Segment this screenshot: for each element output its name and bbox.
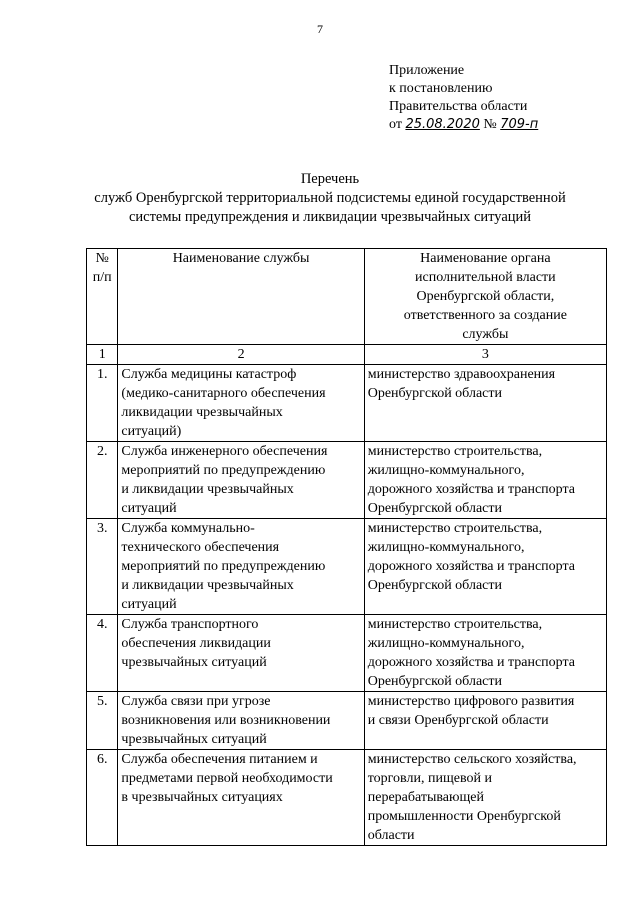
column-number-row bbox=[87, 345, 607, 365]
service-name-line: возникновения или возникновении bbox=[121, 713, 331, 728]
row-number: 3. bbox=[87, 519, 118, 615]
header-num-cell bbox=[87, 249, 118, 345]
responsible-organ-line: жилищно-коммунального, bbox=[367, 636, 525, 651]
header-num-line: п/п bbox=[92, 270, 112, 285]
service-name-cell bbox=[118, 750, 364, 846]
service-name-line: Служба обеспечения питанием и bbox=[121, 752, 318, 767]
header-organ-cell bbox=[364, 249, 606, 345]
service-name-line: обеспечения ликвидации bbox=[121, 636, 271, 651]
service-name-cell bbox=[118, 365, 364, 442]
header-service-cell: Наименование службы bbox=[118, 249, 364, 345]
appendix-date-line bbox=[389, 116, 538, 134]
service-name-line: и ликвидации чрезвычайных bbox=[121, 482, 294, 497]
header-organ-line: Оренбургской области, bbox=[416, 289, 555, 304]
service-name-line: Служба транспортного bbox=[121, 617, 259, 632]
responsible-organ-line: дорожного хозяйства и транспорта bbox=[367, 655, 575, 670]
service-name-line: чрезвычайных ситуаций bbox=[121, 655, 267, 670]
responsible-organ-line: области bbox=[367, 828, 415, 843]
table-row bbox=[87, 519, 607, 615]
responsible-organ-line: дорожного хозяйства и транспорта bbox=[367, 482, 575, 497]
responsible-organ-line: министерство строительства, bbox=[367, 521, 543, 536]
responsible-organ-line: министерство здравоохранения bbox=[367, 367, 556, 382]
row-number: 4. bbox=[87, 615, 118, 692]
table-row bbox=[87, 365, 607, 442]
responsible-organ-line: министерство строительства, bbox=[367, 444, 543, 459]
responsible-organ-cell bbox=[364, 365, 606, 442]
service-name-line: ликвидации чрезвычайных bbox=[121, 405, 283, 420]
service-name-cell bbox=[118, 692, 364, 750]
responsible-organ-line: Оренбургской области bbox=[367, 674, 502, 689]
column-number: 2 bbox=[118, 345, 364, 365]
header-organ-line: Наименование органа bbox=[420, 251, 551, 266]
responsible-organ-cell bbox=[364, 442, 606, 519]
row-number: 2. bbox=[87, 442, 118, 519]
responsible-organ-line: и связи Оренбургской области bbox=[367, 713, 549, 728]
service-name-cell bbox=[118, 442, 364, 519]
responsible-organ-line: жилищно-коммунального, bbox=[367, 540, 525, 555]
responsible-organ-cell bbox=[364, 615, 606, 692]
title-line: Перечень bbox=[300, 171, 360, 187]
table-row bbox=[87, 615, 607, 692]
number-label: № bbox=[483, 117, 497, 132]
header-num-line: № bbox=[95, 251, 109, 266]
service-name-line: Служба медицины катастроф bbox=[121, 367, 297, 382]
service-name-line: мероприятий по предупреждению bbox=[121, 463, 326, 478]
responsible-organ-cell bbox=[364, 750, 606, 846]
service-name-line: и ликвидации чрезвычайных bbox=[121, 578, 294, 593]
table-row bbox=[87, 750, 607, 846]
responsible-organ-line: промышленности Оренбургской bbox=[367, 809, 561, 824]
appendix-block bbox=[389, 62, 538, 134]
table-row bbox=[87, 692, 607, 750]
services-table bbox=[86, 248, 607, 846]
row-number: 6. bbox=[87, 750, 118, 846]
appendix-line: к постановлению bbox=[389, 81, 493, 96]
service-name-line: Служба связи при угрозе bbox=[121, 694, 271, 709]
responsible-organ-line: министерство цифрового развития bbox=[367, 694, 575, 709]
responsible-organ-line: дорожного хозяйства и транспорта bbox=[367, 559, 575, 574]
responsible-organ-line: министерство строительства, bbox=[367, 617, 543, 632]
row-number: 5. bbox=[87, 692, 118, 750]
column-number: 3 bbox=[364, 345, 606, 365]
responsible-organ-line: министерство сельского хозяйства, bbox=[367, 752, 577, 767]
service-name-cell bbox=[118, 615, 364, 692]
service-name-line: в чрезвычайных ситуациях bbox=[121, 790, 283, 805]
decree-number: 709-п bbox=[500, 117, 539, 132]
column-number: 1 bbox=[87, 345, 118, 365]
from-label: от bbox=[389, 117, 402, 132]
service-name-line: (медико-санитарного обеспечения bbox=[121, 386, 326, 401]
service-name-line: предметами первой необходимости bbox=[121, 771, 333, 786]
header-organ-line: службы bbox=[462, 327, 509, 342]
responsible-organ-line: Оренбургской области bbox=[367, 501, 502, 516]
responsible-organ-line: жилищно-коммунального, bbox=[367, 463, 525, 478]
title-line: системы предупреждения и ликвидации чрезвычайных ситуаций bbox=[128, 209, 532, 225]
appendix-line: Приложение bbox=[389, 63, 465, 78]
service-name-line: технического обеспечения bbox=[121, 540, 280, 555]
table-row bbox=[87, 442, 607, 519]
table-header-row bbox=[87, 249, 607, 345]
responsible-organ-line: Оренбургской области bbox=[367, 386, 502, 401]
service-name-line: ситуаций bbox=[121, 597, 177, 612]
responsible-organ-line: Оренбургской области bbox=[367, 578, 502, 593]
header-organ-line: исполнительной власти bbox=[415, 270, 556, 285]
document-title bbox=[0, 170, 640, 227]
title-line: служб Оренбургской территориальной подсистемы единой государственной bbox=[94, 190, 566, 206]
row-number: 1. bbox=[87, 365, 118, 442]
responsible-organ-cell bbox=[364, 692, 606, 750]
service-name-cell bbox=[118, 519, 364, 615]
service-name-line: ситуаций) bbox=[121, 424, 182, 439]
header-organ-line: ответственного за создание bbox=[403, 308, 567, 323]
service-name-line: чрезвычайных ситуаций bbox=[121, 732, 267, 747]
service-name-line: Служба инженерного обеспечения bbox=[121, 444, 328, 459]
decree-date: 25.08.2020 bbox=[405, 117, 480, 132]
responsible-organ-line: торговли, пищевой и bbox=[367, 771, 492, 786]
service-name-line: Служба коммунально- bbox=[121, 521, 255, 536]
page-number: 7 bbox=[317, 22, 323, 36]
service-name-line: ситуаций bbox=[121, 501, 177, 516]
service-name-line: мероприятий по предупреждению bbox=[121, 559, 326, 574]
appendix-line: Правительства области bbox=[389, 99, 528, 114]
responsible-organ-line: перерабатывающей bbox=[367, 790, 484, 805]
responsible-organ-cell bbox=[364, 519, 606, 615]
